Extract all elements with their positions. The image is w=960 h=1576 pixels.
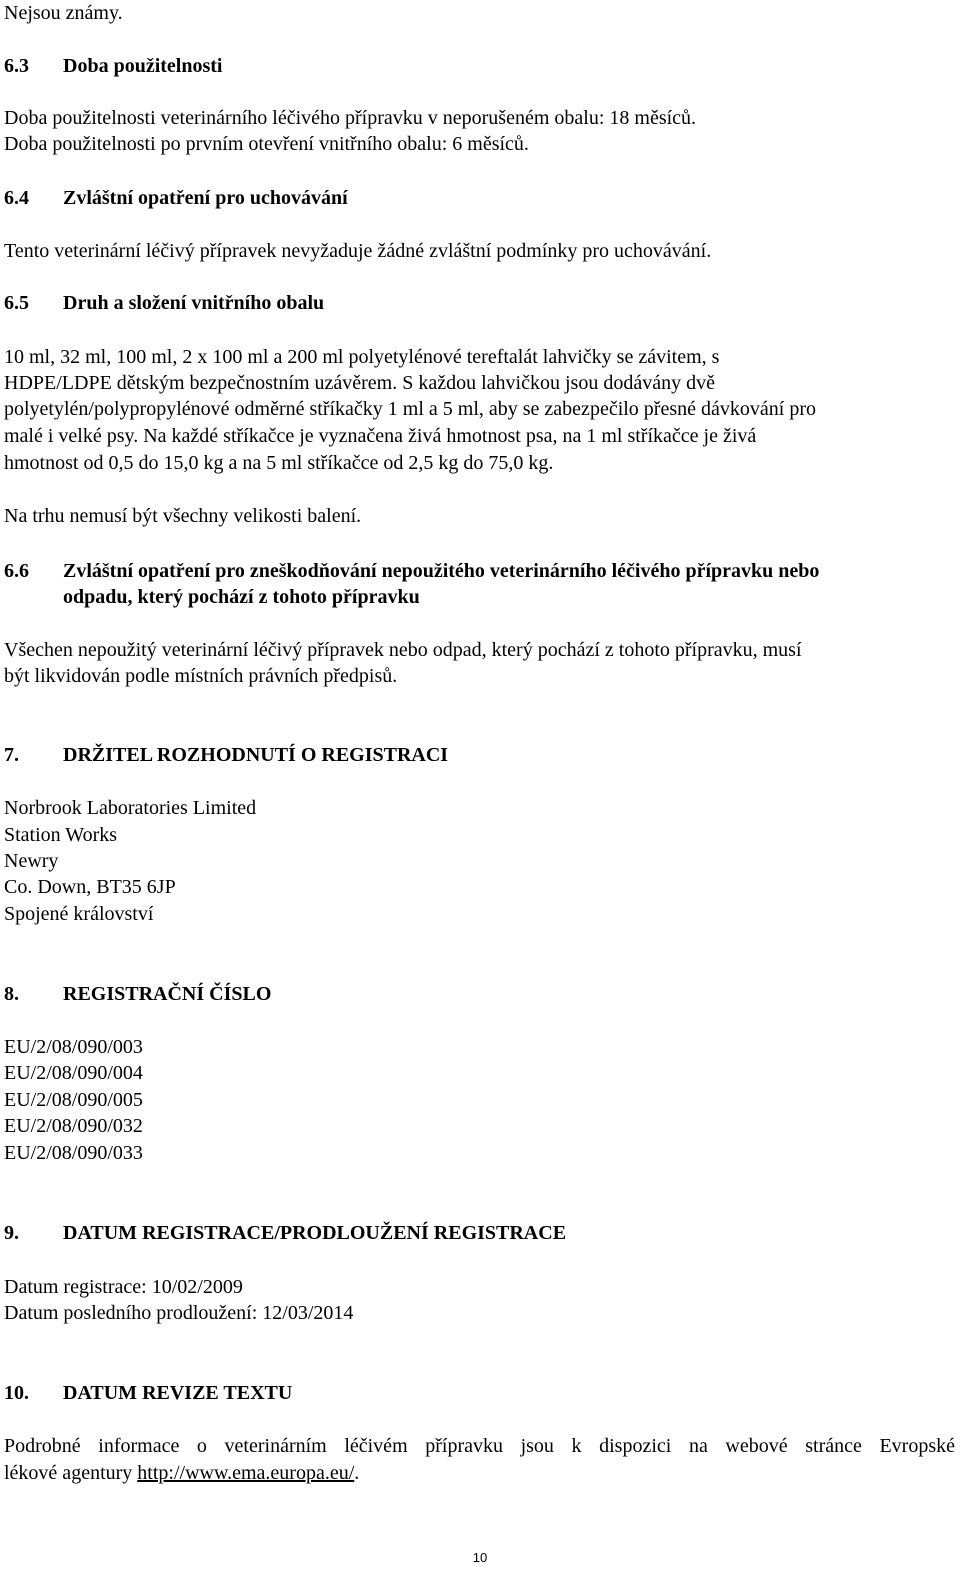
section-number: 9. <box>4 1222 19 1244</box>
section-number: 6.4 <box>4 187 29 209</box>
paragraph-line <box>4 1460 359 1487</box>
registration-number: EU/2/08/090/005 <box>4 1089 143 1111</box>
paragraph-line: Podrobné informace o veterinárním léčivém přípravku jsou k dispozici na webové stránce Evropské <box>4 1435 955 1457</box>
date-line: Datum registrace: 10/02/2009 <box>4 1276 243 1298</box>
paragraph-line: Tento veterinární léčivý přípravek nevyžaduje žádné zvláštní podmínky pro uchovávání. <box>4 240 712 262</box>
registration-number: EU/2/08/090/004 <box>4 1062 143 1084</box>
section-title: DRŽITEL ROZHODNUTÍ O REGISTRACI <box>63 744 449 766</box>
paragraph-line: Všechen nepoužitý veterinární léčivý přípravek nebo odpad, který pochází z tohoto přípravku, musí <box>4 639 802 661</box>
address-line: Newry <box>4 850 59 872</box>
registration-number: EU/2/08/090/032 <box>4 1115 143 1137</box>
paragraph-line: Doba použitelnosti po prvním otevření vnitřního obalu: 6 měsíců. <box>4 133 529 155</box>
address-line: Station Works <box>4 824 118 846</box>
intro-text: Nejsou známy. <box>4 2 123 24</box>
section-9-heading <box>4 1220 566 1247</box>
paragraph-line: 10 ml, 32 ml, 100 ml, 2 x 100 ml a 200 ml polyetylénové tereftalát lahvičky se závitem, s <box>4 346 720 368</box>
section-number: 6.3 <box>4 55 29 77</box>
page-number: 10 <box>472 1550 488 1565</box>
address-line: Co. Down, BT35 6JP <box>4 876 176 898</box>
section-number: 6.5 <box>4 292 29 314</box>
section-6-6-heading <box>4 558 819 585</box>
section-8-heading <box>4 981 271 1008</box>
paragraph-line: HDPE/LDPE dětským bezpečnostním uzávěrem. S každou lahvičkou jsou dodávány dvě <box>4 372 715 394</box>
section-6-4-heading <box>4 185 348 212</box>
section-number: 10. <box>4 1382 29 1404</box>
section-10-heading <box>4 1380 292 1407</box>
paragraph-line: Doba použitelnosti veterinárního léčivého přípravku v neporušeném obalu: 18 měsíců. <box>4 107 697 129</box>
paragraph-line: být likvidován podle místních právních předpisů. <box>4 665 398 687</box>
section-7-heading <box>4 742 448 769</box>
paragraph-line: malé i velké psy. Na každé stříkačce je vyznačena živá hmotnost psa, na 1 ml stříkačce je živá <box>4 425 757 447</box>
section-number: 6.6 <box>4 560 29 582</box>
section-title: Zvláštní opatření pro uchovávání <box>63 187 348 209</box>
paragraph-line: Na trhu nemusí být všechny velikosti balení. <box>4 505 362 527</box>
section-title: DATUM REGISTRACE/PRODLOUŽENÍ REGISTRACE <box>63 1222 567 1244</box>
ema-website-link[interactable]: http://www.ema.europa.eu/ <box>137 1462 355 1484</box>
section-number: 7. <box>4 744 19 766</box>
paragraph-text: . <box>354 1462 360 1484</box>
registration-number: EU/2/08/090/033 <box>4 1142 143 1164</box>
paragraph-line: hmotnost od 0,5 do 15,0 kg a na 5 ml stříkačce od 2,5 kg do 75,0 kg. <box>4 452 554 474</box>
paragraph-line: polyetylén/polypropylénové odměrné stříkačky 1 ml a 5 ml, aby se zabezpečilo přesné dávkování pro <box>4 398 816 420</box>
date-line: Datum posledního prodloužení: 12/03/2014 <box>4 1302 354 1324</box>
section-title-continuation: odpadu, který pochází z tohoto přípravku <box>63 586 420 608</box>
address-line: Spojené království <box>4 903 154 925</box>
section-6-3-heading <box>4 53 222 80</box>
section-number: 8. <box>4 983 19 1005</box>
paragraph-text: lékové agentury <box>4 1462 138 1484</box>
section-title: Druh a složení vnitřního obalu <box>63 292 325 314</box>
address-line: Norbrook Laboratories Limited <box>4 797 257 819</box>
section-title: DATUM REVIZE TEXTU <box>63 1382 293 1404</box>
section-title: Doba použitelnosti <box>63 55 223 77</box>
section-title: Zvláštní opatření pro zneškodňování nepoužitého veterinárního léčivého přípravku nebo <box>63 560 820 582</box>
section-title: REGISTRAČNÍ ČÍSLO <box>63 983 272 1005</box>
section-6-5-heading <box>4 290 324 317</box>
registration-number: EU/2/08/090/003 <box>4 1036 143 1058</box>
